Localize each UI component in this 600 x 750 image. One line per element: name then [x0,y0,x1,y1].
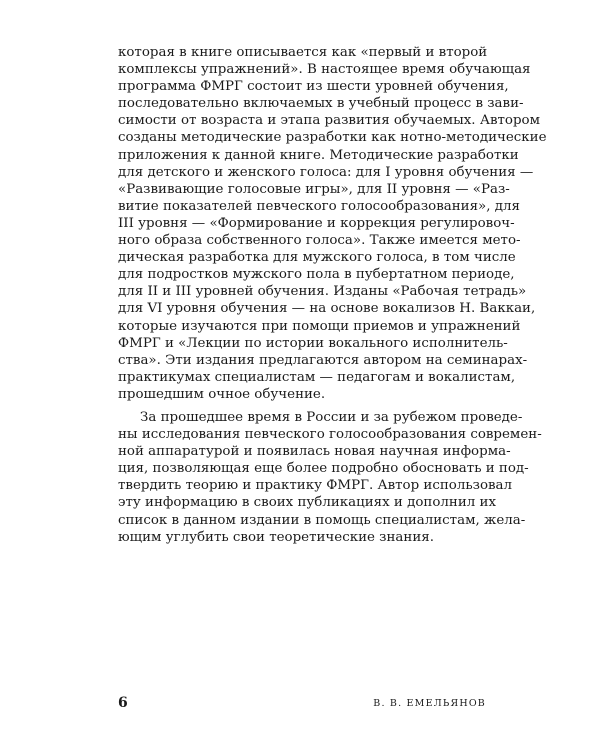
text-line: комплексы упражнений». В настоящее время обучающая [118,62,531,78]
text-line: III уровня — «Формирование и коррекция регулировоч- [118,215,515,231]
text-line: ны исследования певческого голосообразования современ- [118,427,542,443]
text-line: список в данном издании в помощь специалистам, жела- [118,512,526,528]
text-line: симости от возраста и этапа развития обучаемых. Автором [118,113,541,129]
body-text [118,44,547,546]
text-line: для II и III уровней обучения. Изданы «Рабочая тетрадь» [118,284,527,300]
text-line: которые изучаются при помощи приемов и упражнений [118,318,521,334]
text-line: ного образа собственного голоса». Также имеется мето- [118,233,521,249]
text-line: для подростков мужского пола в пубертатном периоде, [118,267,515,283]
text-line: «Развивающие голосовые игры», для II уровня — «Раз- [118,181,510,197]
paragraph-1 [118,44,547,403]
text-line: которая в книге описывается как «первый и второй [118,45,488,60]
text-line: программа ФМРГ состоит из шести уровней обучения, [118,79,509,95]
text-line: ной аппаратурой и появилась новая научная информа- [118,444,511,460]
text-line: для VI уровня обучения — на основе вокализов Н. Ваккаи, [118,301,536,317]
text-line: практикумах специалистам — педагогам и вокалистам, [118,369,516,385]
text-line: твердить теорию и практику ФМРГ. Автор использовал [118,478,513,494]
text-line: ства». Эти издания предлагаются автором на семинарах- [118,352,528,368]
text-line: дическая разработка для мужского голоса, в том числе [118,250,516,266]
text-line: За прошедшее время в России и за рубежом проведе- [140,409,523,425]
text-line: прошедшим очное обучение. [118,386,326,402]
text-line: ция, позволяющая еще более подробно обосновать и под- [118,461,529,477]
text-line: последовательно включаемых в учебный процесс в зави- [118,96,524,112]
text-line: ющим углубить свои теоретические знания. [118,529,434,545]
paragraph-2 [118,409,542,546]
text-line: созданы методические разработки как нотно-методические [118,130,547,146]
text-line: ФМРГ и «Лекции по истории вокального исполнитель- [118,335,508,351]
text-line: приложения к данной книге. Методические разработки [118,147,519,163]
page-number: 6 [118,695,128,711]
running-head-author: В. В. ЕМЕЛЬЯНОВ [373,698,486,709]
text-line: эту информацию в своих публикациях и дополнил их [118,495,496,511]
text-line: для детского и женского голоса: для I уровня обучения — [118,164,534,180]
text-line: витие показателей певческого голосообразования», для [118,198,520,214]
